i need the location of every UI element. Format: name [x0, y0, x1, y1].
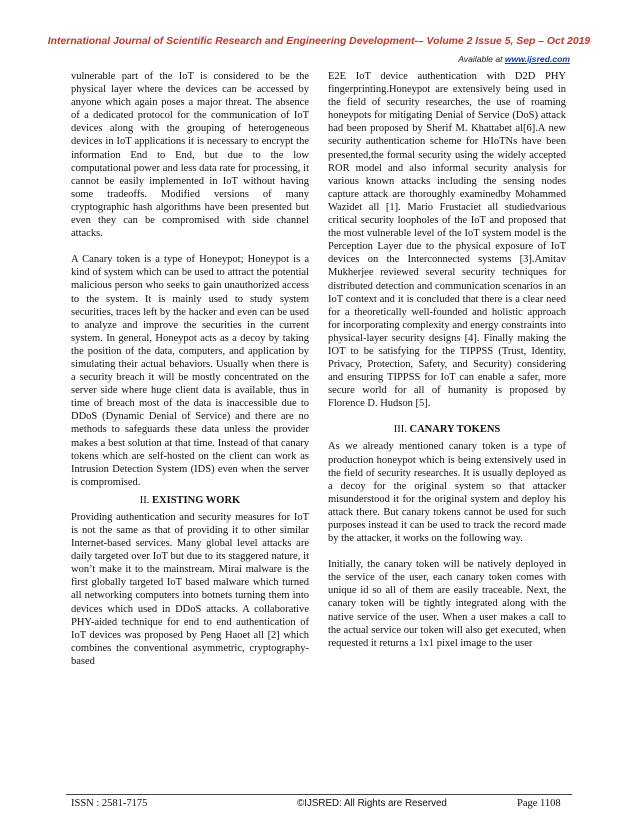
right-column	[328, 70, 566, 663]
section-number: II.	[139, 494, 150, 506]
availability-line	[458, 54, 570, 64]
paragraph: vulnerable part of the IoT is considered to be the physical layer where the devices can be accessed by anyone which again poses a major threat. The absence of a dedicated protocol for the communication of IoT devices along with the grouping of heterogeneous devices in IoT applications it is necessary to encrypt the information End to End, but due to the low computational power and less data rate for processing, it cannot be easily implemented in IoT without having some tradeoffs. Modified versions of many cryptographic hash algorithms have been presented but even they can be compromised with side channel attacks.	[71, 71, 309, 240]
left-column	[71, 70, 309, 681]
page-number: Page 1108	[517, 798, 561, 809]
available-at-label: Available at	[458, 54, 503, 64]
footer-divider	[66, 794, 572, 795]
paragraph: A Canary token is a type of Honeypot; Honeypot is a kind of system which can be used to attract the potential malicious person who seeks to gain unauthorized access to the system. It is mainly used to study system securities, traces left by the hacker and even can be used to analyze and improve the securities in the current system. In general, Honeypot acts as a decoy by taking the position of the data, computers, and application by simulating their actual behaviors. Usually when there is a security breach it will be mostly concentrated on the server side where huge client data is available, thus in time of breach most of the data is inaccessible due to DDoS (Dynamic Denial of Service) and there are no methods to safeguards these data unless the provider makes a best solution at that time. Instead of that canary tokens which are self-hosted on the client can work as Intrusion Detection System (IDS) even when the server is compromised.	[71, 254, 309, 488]
issn-label: ISSN : 2581-7175	[71, 798, 148, 809]
paragraph: E2E IoT device authentication with D2D PHY fingerprinting.Honeypot are extensively being used in the field of security researches, the use of roaming honeypots for mitigating Denial of Service (DoS) attack had been proposed by Sherif M. Khattabet al[6].A new security authentication scheme for HIoTNs have been presented,the formal security using the widely accepted ROR model and also informal security analysis for various known attacks including the sensing nodes capture attack are thoroughly examinedby Mohammed Wazidet all [1]. Mario Frustaciet all studiedvarious critical security loopholes of the IoT and proposed that the most vulnerable level of the IoT system model is the Perception Layer due to the physical exposure of IoT devices on the Interconnected systems [3].Amitav Mukherjee reviewed several security techniques for distributed detection and communication scenarios in an IoT context and it is concluded that there is a clear need for a theoretically well-founded and holistic approach for incorporating complexity and energy constraints into physical-layer security designs [4]. Finally making the IOT to be satisfying for the TIPPSS (Trust, Identity, Privacy, Protection, Safety, and Security) considering and ensuring TIPPSS for IoT can enable a safer, more secure world for all of humanity is proposed by Florence D. Hudson [5].	[328, 71, 566, 410]
section-title: EXISTING WORK	[152, 494, 241, 506]
section-number: III.	[393, 424, 407, 436]
section-title: CANARY TOKENS	[409, 424, 501, 436]
journal-title: International Journal of Scientific Research and Engineering Development-– Volume 2 Issue 5, Sep – Oct 2019	[47, 36, 591, 47]
copyright-notice: ©IJSRED: All Rights are Reserved	[297, 798, 447, 809]
paragraph: Initially, the canary token will be natively deployed in the service of the user, each canary token comes with unique id so all of them are easily traceable. Next, the canary token will be tightly integrated along with the native service of the user. When a user makes a call to the actual service our token will also get executed, when requested it returns a 1x1 pixel image to the user	[328, 559, 566, 649]
paragraph: As we already mentioned canary token is a type of production honeypot which is being extensively used in the field of security researches. It is usually deployed as a decoy for the original system so that attacker misunderstood it for the original system and deploy his attack there. But canary tokens cannot be used for such purposes instead it can be used to track the record made by the attacker, it works on the following way.	[328, 441, 566, 545]
section-heading-existing-work	[71, 494, 309, 507]
paragraph: Providing authentication and security measures for IoT is not the same as that of providing it to other similar Internet-based services. Many global level attacks are daily targeted over IoT but due to its staggered nature, it won’t make it to the mainstream. Mirai malware is the first globally targeted IoT based malware which turned all networking computers into botnets turning them into devices which used in DDoS attacks. A collaborative PHY-aided technique for end to end authentication of IoT devices was proposed by Peng Haoet all [2] which combines the conventional asymmetric, cryptography-based	[71, 511, 309, 667]
section-heading-canary-tokens	[328, 423, 566, 436]
journal-url-link[interactable]: www.ijsred.com	[504, 54, 570, 64]
